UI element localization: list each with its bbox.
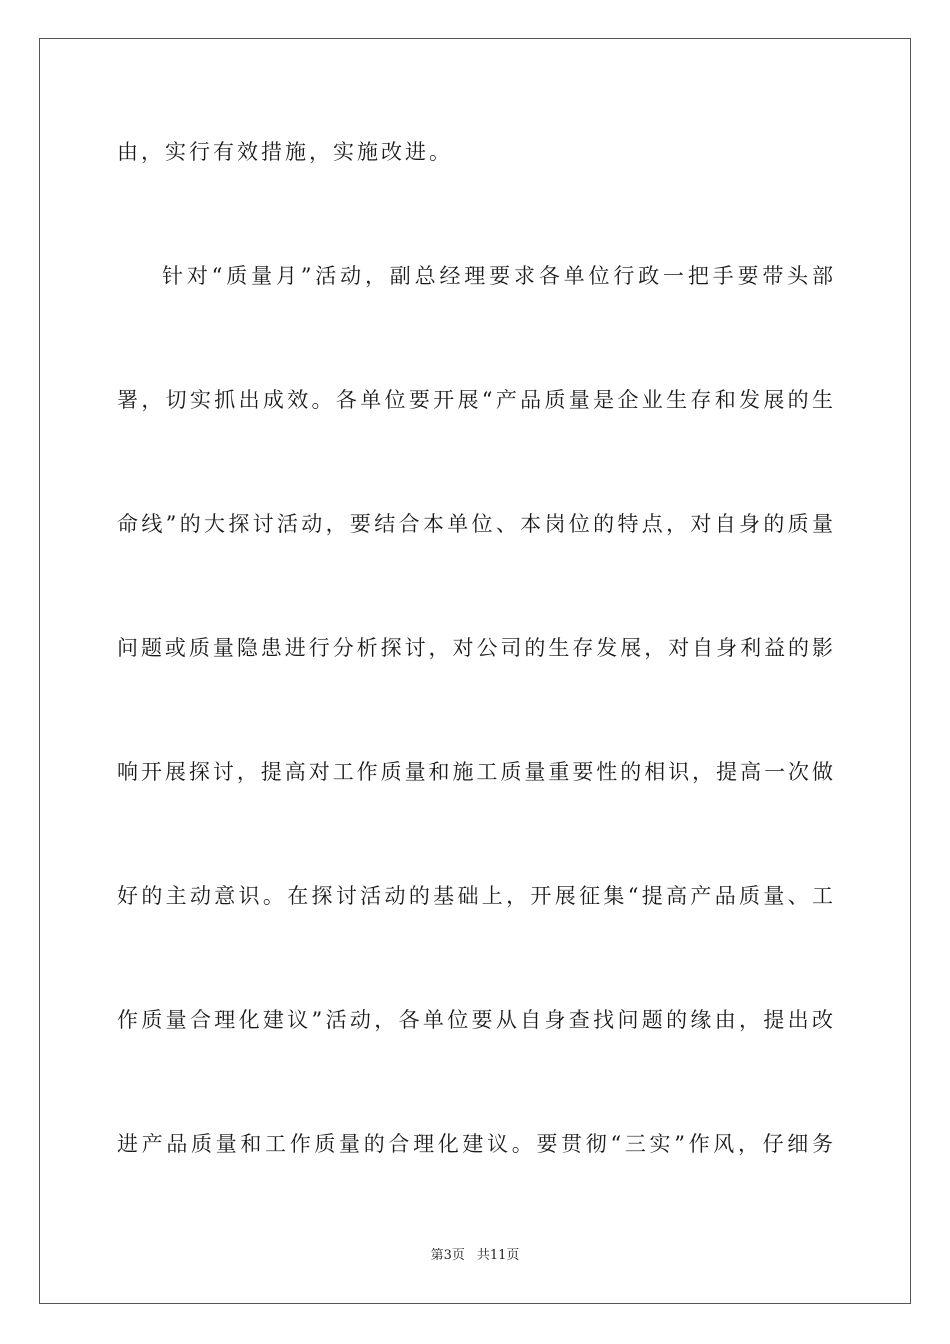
page-border (39, 38, 911, 1304)
paragraph-line: 问题或质量隐患进行分析探讨，对公司的生存发展，对自身利益的影 (117, 636, 833, 660)
paragraph-line: 由，实行有效措施，实施改进。 (117, 140, 453, 164)
paragraph-line: 作质量合理化建议”活动，各单位要从自身查找问题的缘由，提出改 (117, 1008, 833, 1032)
paragraph-line: 进产品质量和工作质量的合理化建议。要贯彻“三实”作风，仔细务 (117, 1132, 833, 1156)
paragraph-line: 命线”的大探讨活动，要结合本单位、本岗位的特点，对自身的质量 (117, 512, 833, 536)
paragraph-line: 署，切实抓出成效。各单位要开展“产品质量是企业生存和发展的生 (117, 388, 833, 412)
total-pages: 共11页 (476, 1248, 520, 1263)
page-footer (0, 1247, 950, 1265)
paragraph-line: 针对“质量月”活动，副总经理要求各单位行政一把手要带头部 (162, 264, 833, 288)
paragraph-line: 好的主动意识。在探讨活动的基础上，开展征集“提高产品质量、工 (117, 884, 833, 908)
page-number: 第3页 (430, 1248, 465, 1263)
paragraph-line: 响开展探讨，提高对工作质量和施工质量重要性的相识，提高一次做 (117, 760, 833, 784)
